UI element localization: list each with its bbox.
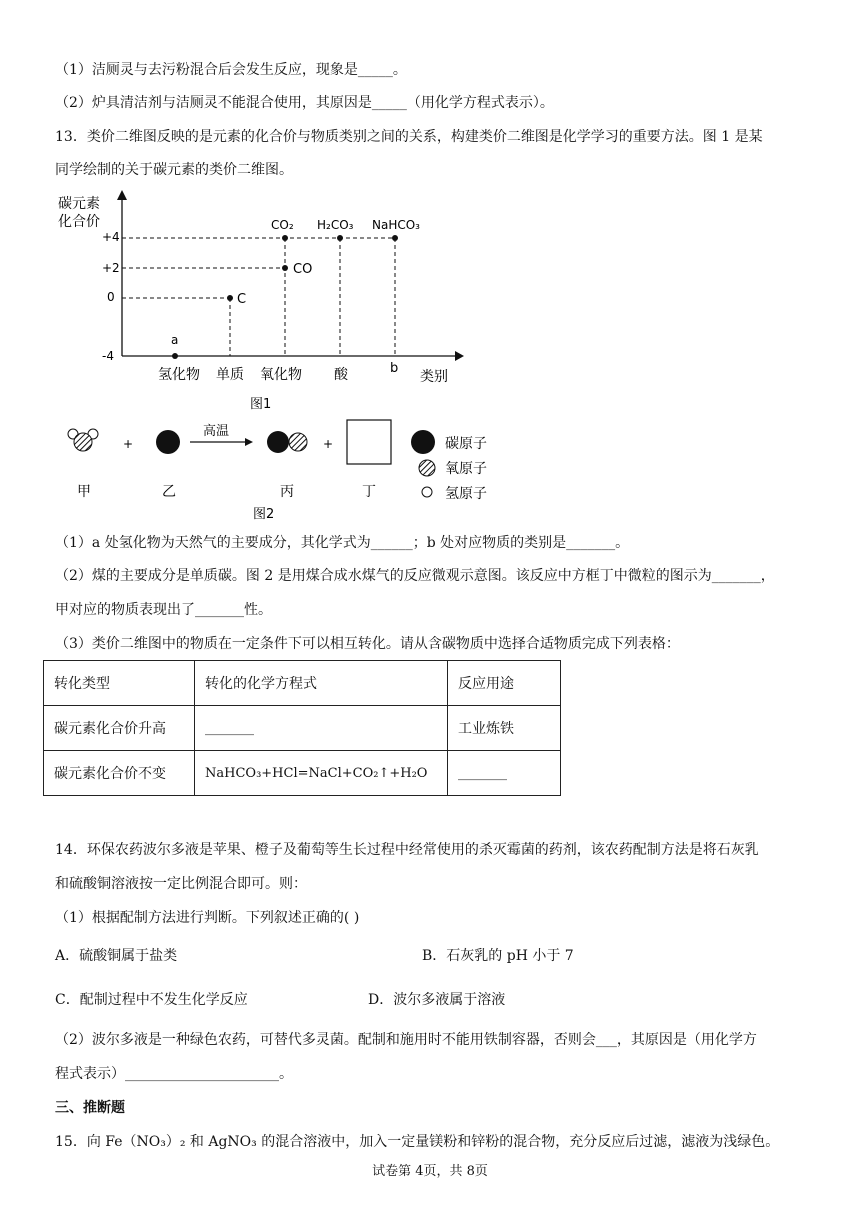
y-tick-minus4: -4 xyxy=(102,349,114,363)
q14-part2-line2: 程式表示）______________________。 xyxy=(55,1066,293,1082)
table-cell-blank: _______ xyxy=(195,706,448,751)
label-c: C xyxy=(237,292,247,307)
svg-text:+: + xyxy=(323,437,334,451)
label-jia: 甲 xyxy=(77,484,91,500)
label-b: b xyxy=(390,361,399,376)
legend-hydrogen-label: 氢原子 xyxy=(445,486,487,502)
water-molecule-icon xyxy=(68,429,98,451)
y-tick-plus4: +4 xyxy=(102,230,120,244)
y-label-line2: 化合价 xyxy=(58,214,100,230)
q14-part2-line1: （2）波尔多液是一种绿色农药，可替代多灵菌。配制和施用时不能用铁制容器，否则会___，其原因是（用化学方 xyxy=(55,1032,757,1048)
option-d: D．波尔多液属于溶液 xyxy=(368,992,506,1008)
co-molecule-icon xyxy=(267,431,307,453)
label-h2co3: H₂CO₃ xyxy=(317,218,354,232)
y-tick-0: 0 xyxy=(107,290,115,304)
legend-oxygen-label: 氧原子 xyxy=(445,461,487,477)
q13-part1: （1）a 处氢化物为天然气的主要成分，其化学式为______；b 处对应物质的类别是_______。 xyxy=(55,535,630,551)
table-cell: NaHCO₃+HCl=NaCl+CO₂↑+H₂O xyxy=(195,751,448,796)
table-cell: 碳元素化合价不变 xyxy=(44,751,195,796)
table-row xyxy=(44,706,561,751)
label-ding: 丁 xyxy=(362,484,376,500)
figure-1-valence-diagram xyxy=(50,188,470,418)
q13-part3: （3）类价二维图中的物质在一定条件下可以相互转化。请从含碳物质中选择合适物质完成下列表格： xyxy=(55,636,680,652)
label-nahco3: NaHCO₃ xyxy=(372,218,420,232)
legend-carbon-label: 碳原子 xyxy=(445,436,487,452)
q12-part1: （1）洁厕灵与去污粉混合后会发生反应，现象是_____。 xyxy=(55,62,407,78)
point-h2co3 xyxy=(337,235,343,241)
table-cell: 碳元素化合价升高 xyxy=(44,706,195,751)
section-3-heading: 三、推断题 xyxy=(55,1100,125,1116)
figure-2-caption: 图2 xyxy=(253,507,275,522)
legend-hydrogen-icon xyxy=(422,487,432,497)
label-co: CO xyxy=(293,262,313,277)
q15-stem: 15．向 Fe（NO₃）₂ 和 AgNO₃ 的混合溶液中，加入一定量镁粉和锌粉的混合物，充分反应后过滤，滤液为浅绿色。 xyxy=(55,1134,780,1150)
answer-box-ding xyxy=(347,420,391,464)
q14-stem-line1: 14．环保农药波尔多液是苹果、橙子及葡萄等生长过程中经常使用的杀灭霉菌的药剂，该农药配制方法是将石灰乳 xyxy=(55,842,759,858)
q13-stem-line2: 同学绘制的关于碳元素的类价二维图。 xyxy=(55,162,293,178)
point-c xyxy=(227,295,233,301)
x-axis-label: 类别 xyxy=(420,369,448,385)
option-c: C．配制过程中不发生化学反应 xyxy=(55,992,248,1008)
point-co xyxy=(282,265,288,271)
table-header: 转化的化学方程式 xyxy=(195,661,448,706)
label-yi: 乙 xyxy=(162,484,176,500)
option-b: B．石灰乳的 pH 小于 7 xyxy=(422,948,574,964)
figure-1-caption: 图1 xyxy=(250,397,272,412)
label-a: a xyxy=(171,333,179,347)
q13-part2-line1: （2）煤的主要成分是单质碳。图 2 是用煤合成水煤气的反应微观示意图。该反应中方框丁中微粒的图示为_______， xyxy=(55,568,775,584)
carbon-atom-icon xyxy=(156,430,180,454)
q12-part2: （2）炉具清洁剂与洁厕灵不能混合使用，其原因是_____（用化学方程式表示）。 xyxy=(55,95,554,111)
option-a: A．硫酸铜属于盐类 xyxy=(55,948,178,964)
y-label-line1: 碳元素 xyxy=(58,196,100,212)
figure-2-reaction-diagram xyxy=(55,418,515,526)
label-co2: CO₂ xyxy=(271,218,294,232)
x-tick-element: 单质 xyxy=(216,367,244,383)
legend-oxygen-icon xyxy=(419,460,435,476)
q13-part2-line2: 甲对应的物质表现出了_______性。 xyxy=(55,602,272,618)
table-row xyxy=(44,751,561,796)
table-header: 反应用途 xyxy=(448,661,561,706)
legend-carbon-icon xyxy=(411,430,435,454)
svg-text:+: + xyxy=(123,437,134,451)
page-footer: 试卷第 4页，共 8页 xyxy=(372,1164,488,1179)
point-a xyxy=(172,353,178,359)
conversion-table xyxy=(43,660,561,796)
point-co2 xyxy=(282,235,288,241)
label-bing: 丙 xyxy=(280,484,294,500)
x-tick-hydride: 氢化物 xyxy=(158,367,200,383)
table-header-row xyxy=(44,661,561,706)
x-tick-oxide: 氧化物 xyxy=(260,367,302,383)
x-tick-acid: 酸 xyxy=(334,367,348,383)
table-cell-blank: _______ xyxy=(448,751,561,796)
table-header: 转化类型 xyxy=(44,661,195,706)
table-cell: 工业炼铁 xyxy=(448,706,561,751)
point-nahco3 xyxy=(392,235,398,241)
reaction-condition: 高温 xyxy=(203,424,230,439)
y-tick-plus2: +2 xyxy=(102,261,120,275)
q14-part1: （1）根据配制方法进行判断。下列叙述正确的( ) xyxy=(55,910,360,926)
q13-stem-line1: 13．类价二维图反映的是元素的化合价与物质类别之间的关系，构建类价二维图是化学学习的重要方法。图 1 是某 xyxy=(55,129,763,145)
q14-stem-line2: 和硫酸铜溶液按一定比例混合即可。则： xyxy=(55,876,307,892)
